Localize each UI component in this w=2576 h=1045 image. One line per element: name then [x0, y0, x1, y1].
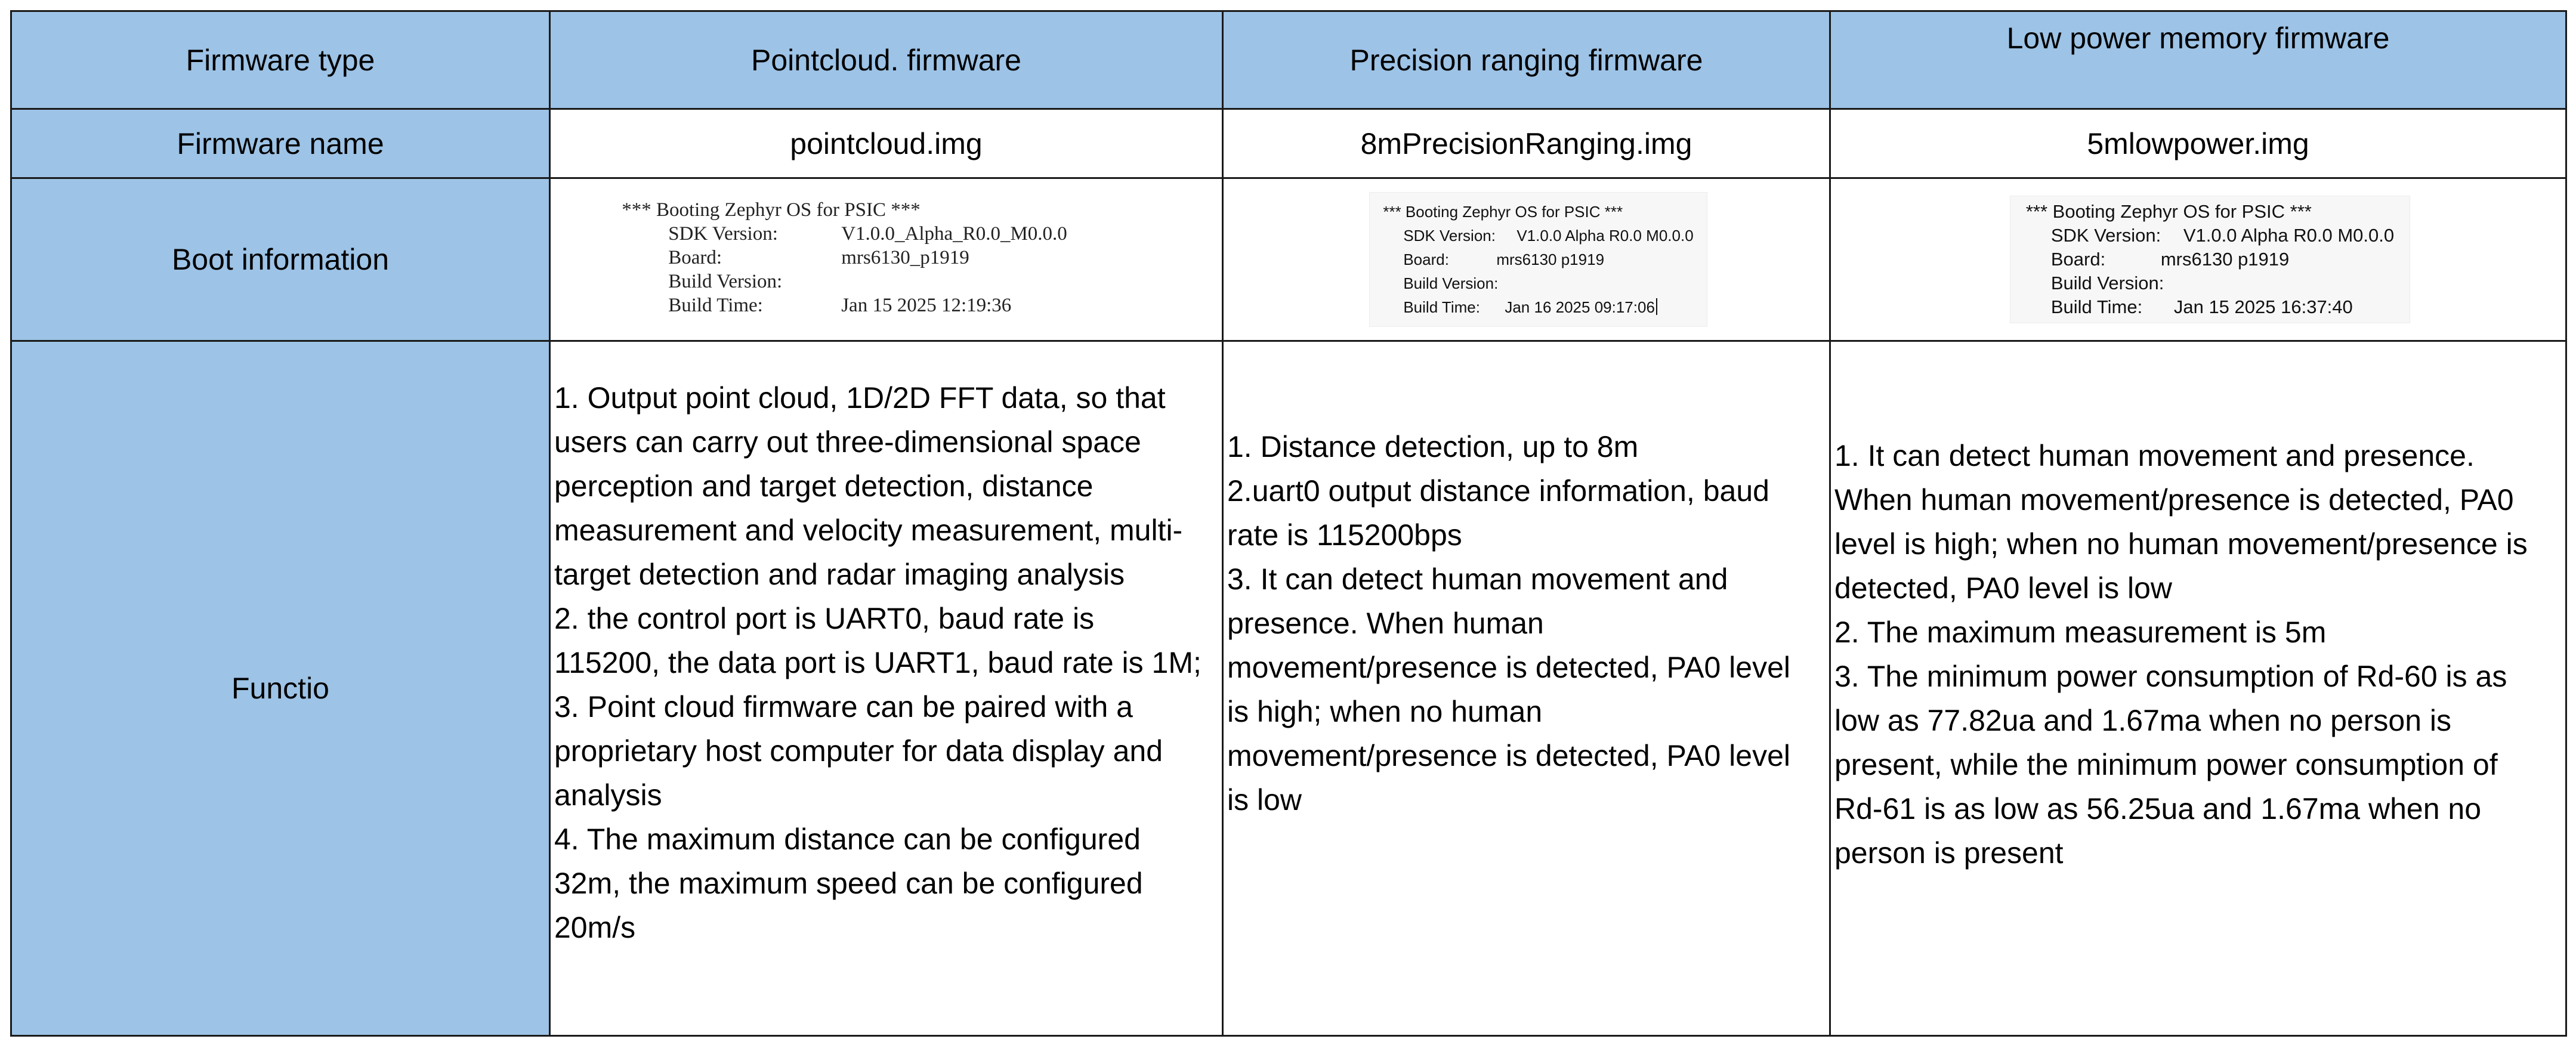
function-line: presence. When human	[1227, 607, 1544, 640]
function-line: When human movement/presence is detected, PA0	[1834, 483, 2514, 517]
firmware-comparison-table	[10, 10, 2567, 1037]
function-line: 1. It can detect human movement and presence.	[1834, 439, 2475, 472]
boot-sdk-label: SDK Version:	[668, 222, 778, 245]
function-line: users can carry out three-dimensional space	[554, 425, 1141, 459]
boot-build-version-label: Build Version:	[668, 270, 783, 292]
function-row	[11, 341, 2566, 1036]
row-header-firmware-type: Firmware type	[11, 11, 550, 109]
text-cursor	[1656, 298, 1657, 315]
function-line: 1. Output point cloud, 1D/2D FFT data, so that	[554, 381, 1166, 415]
row-header-firmware-name: Firmware name	[11, 109, 550, 178]
function-line: 1. Distance detection, up to 8m	[1227, 430, 1639, 463]
function-line: 115200, the data port is UART1, baud rate is 1M;	[554, 646, 1201, 679]
boot-sdk-label: SDK Version:	[2050, 225, 2161, 246]
boot-sdk-value: V1.0.0 Alpha R0.0 M0.0.0	[2183, 225, 2395, 246]
function-line: 2.uart0 output distance information, baud	[1227, 474, 1769, 508]
boot-sdk-value: V1.0.0 Alpha R0.0 M0.0.0	[1516, 227, 1694, 245]
boot-build-version-label: Build Version:	[1403, 274, 1499, 292]
boot-board-value: mrs6130 p1919	[1496, 251, 1605, 268]
function-pointcloud	[550, 341, 1223, 1036]
boot-build-time-value: Jan 16 2025 09:17:06	[1505, 298, 1655, 316]
row-header-boot-information: Boot information	[11, 178, 550, 341]
function-text-pointcloud	[551, 376, 1222, 950]
function-line: detected, PA0 level is low	[1834, 571, 2173, 605]
boot-build-time-label: Build Time:	[668, 294, 763, 316]
firmware-name-pointcloud: pointcloud.img	[550, 109, 1223, 178]
boot-info-pointcloud	[550, 178, 1223, 341]
boot-build-time-label: Build Time:	[2050, 296, 2143, 317]
function-line: perception and target detection, distance	[554, 469, 1094, 503]
function-line: person is present	[1834, 836, 2064, 870]
boot-info-precision-ranging	[1223, 178, 1830, 341]
function-line: target detection and radar imaging analysis	[554, 558, 1125, 591]
function-line: 4. The maximum distance can be configured	[554, 823, 1141, 856]
boot-board-label: Board:	[2050, 249, 2106, 270]
boot-build-time-value: Jan 15 2025 12:19:36	[841, 294, 1012, 316]
function-line: 3. Point cloud firmware can be paired with a	[554, 690, 1133, 724]
boot-build-time-label: Build Time:	[1403, 298, 1480, 316]
firmware-name-row	[11, 109, 2566, 178]
firmware-type-pointcloud: Pointcloud. firmware	[550, 11, 1223, 109]
boot-information-row	[11, 178, 2566, 341]
function-line: rate is 115200bps	[1227, 518, 1462, 552]
boot-build-time-value: Jan 15 2025 16:37:40	[2173, 296, 2353, 317]
function-line: 2. the control port is UART0, baud rate is	[554, 602, 1095, 635]
function-text-low-power	[1831, 434, 2565, 875]
function-line: analysis	[554, 778, 662, 812]
row-header-function: Functio	[11, 341, 550, 1036]
boot-title-line: *** Booting Zephyr OS for PSIC ***	[2025, 201, 2312, 222]
boot-sdk-value: V1.0.0_Alpha_R0.0_M0.0.0	[841, 222, 1067, 245]
boot-board-value: mrs6130 p1919	[2160, 249, 2290, 270]
function-line: proprietary host computer for data display and	[554, 734, 1163, 768]
function-line: 3. The minimum power consumption of Rd-60 is as	[1834, 660, 2507, 693]
function-line: is low	[1227, 783, 1302, 817]
boot-log-precision-ranging	[1369, 192, 1707, 327]
boot-board-value: mrs6130_p1919	[841, 246, 969, 268]
firmware-type-row	[11, 11, 2566, 109]
function-line: measurement and velocity measurement, multi-	[554, 514, 1183, 547]
function-line: 2. The maximum measurement is 5m	[1834, 616, 2327, 649]
function-line: low as 77.82ua and 1.67ma when no person is	[1834, 704, 2452, 737]
boot-info-low-power	[1830, 178, 2566, 341]
firmware-type-low-power: Low power memory firmware	[1830, 11, 2566, 109]
function-line: 20m/s	[554, 911, 636, 944]
function-line: 3. It can detect human movement and	[1227, 562, 1728, 596]
boot-build-version-label: Build Version:	[2050, 273, 2164, 293]
boot-board-label: Board:	[1403, 251, 1449, 268]
firmware-name-precision-ranging: 8mPrecisionRanging.img	[1223, 109, 1830, 178]
function-line: movement/presence is detected, PA0 level	[1227, 739, 1791, 772]
firmware-type-precision-ranging: Precision ranging firmware	[1223, 11, 1830, 109]
firmware-name-low-power: 5mlowpower.img	[1830, 109, 2566, 178]
boot-log-pointcloud	[622, 198, 1067, 317]
function-line: present, while the minimum power consumption of	[1834, 748, 2498, 781]
function-line: is high; when no human	[1227, 695, 1543, 728]
function-precision-ranging	[1223, 341, 1830, 1036]
function-line: Rd-61 is as low as 56.25ua and 1.67ma when no	[1834, 792, 2482, 826]
boot-title-line: *** Booting Zephyr OS for PSIC ***	[1383, 203, 1623, 221]
function-line: 32m, the maximum speed can be configured	[554, 867, 1143, 900]
boot-log-low-power	[2010, 196, 2410, 323]
boot-board-label: Board:	[668, 246, 722, 268]
function-line: level is high; when no human movement/presence is	[1834, 527, 2528, 561]
boot-sdk-label: SDK Version:	[1403, 227, 1496, 245]
function-text-precision-ranging	[1224, 425, 1829, 822]
function-low-power	[1830, 341, 2566, 1036]
boot-title-line: *** Booting Zephyr OS for PSIC ***	[622, 199, 921, 221]
function-line: movement/presence is detected, PA0 level	[1227, 651, 1791, 684]
